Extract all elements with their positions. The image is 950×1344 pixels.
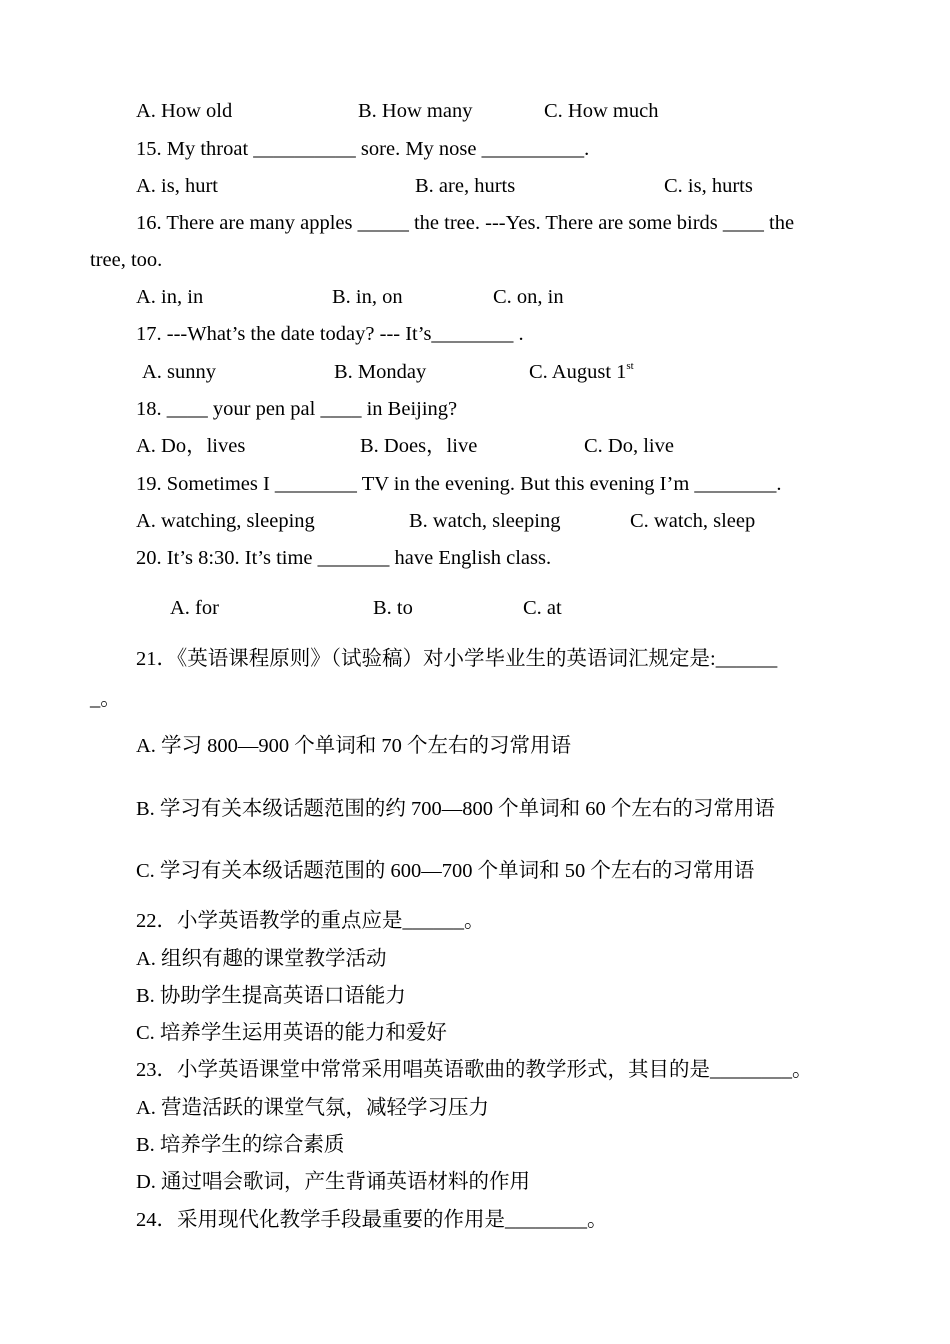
q18-option-a: A. Do，lives [136,435,246,457]
q15-option-a: A. is, hurt [136,175,218,197]
q21-option-c: C. 学习有关本级话题范围的 600—700 个单词和 50 个左右的习常用语 [136,860,755,882]
q22-option-a: A. 组织有趣的课堂教学活动 [136,948,387,970]
q19-stem: 19. Sometimes I ________ TV in the evening. But this evening I’m ________. [136,473,782,495]
q16-stem-line2: tree, too. [90,249,163,271]
q17-option-b: B. Monday [334,361,427,383]
q20-stem: 20. It’s 8:30. It’s time _______ have English class. [136,547,552,569]
q18-option-c: C. Do, live [584,435,674,457]
q18-stem: 18. ____ your pen pal ____ in Beijing? [136,398,458,420]
q14-option-c: C. How much [544,100,659,122]
q17-option-c-text: C. August 1 [529,361,627,383]
q18-option-b: B. Does，live [360,435,478,457]
q24-stem: 24．采用现代化教学手段最重要的作用是________。 [136,1209,608,1231]
q16-option-a: A. in, in [136,286,204,308]
q20-option-c: C. at [523,597,562,619]
q21-option-a: A. 学习 800—900 个单词和 70 个左右的习常用语 [136,735,572,757]
q17-option-a: A. sunny [142,361,217,383]
q20-option-a: A. for [170,597,219,619]
q22-stem: 22．小学英语教学的重点应是______。 [136,910,485,932]
q19-option-a: A. watching, sleeping [136,510,315,532]
q17-stem: 17. ---What’s the date today? --- It’s________ . [136,323,524,345]
q15-stem: 15. My throat __________ sore. My nose __________. [136,138,590,160]
q21-option-b: B. 学习有关本级话题范围的约 700—800 个单词和 60 个左右的习常用语 [136,798,775,820]
q16-option-c: C. on, in [493,286,564,308]
q17-option-c-sup: st [626,360,634,372]
q23-option-d: D. 通过唱会歌词，产生背诵英语材料的作用 [136,1171,531,1193]
q22-option-b: B. 协助学生提高英语口语能力 [136,985,406,1007]
q23-stem: 23．小学英语课堂中常常采用唱英语歌曲的教学形式，其目的是________。 [136,1059,813,1081]
q20-option-b: B. to [373,597,413,619]
q16-stem-line1: 16. There are many apples _____ the tree. ---Yes. There are some birds ____ the [136,212,795,234]
q19-option-c: C. watch, sleep [630,510,756,532]
q23-option-a: A. 营造活跃的课堂气氛，减轻学习压力 [136,1097,490,1119]
q14-option-b: B. How many [358,100,473,122]
q16-option-b: B. in, on [332,286,403,308]
q17-option-c [529,359,634,385]
q15-option-c: C. is, hurts [664,175,753,197]
q22-option-c: C. 培养学生运用英语的能力和爱好 [136,1022,447,1044]
q14-option-a: A. How old [136,100,233,122]
q21-stem-line2: _。 [90,688,121,710]
q21-stem-line1: 21．《英语课程原则》（试验稿）对小学毕业生的英语词汇规定是:______ [136,648,778,670]
q23-option-b: B. 培养学生的综合素质 [136,1134,345,1156]
q15-option-b: B. are, hurts [415,175,516,197]
q19-option-b: B. watch, sleeping [409,510,561,532]
